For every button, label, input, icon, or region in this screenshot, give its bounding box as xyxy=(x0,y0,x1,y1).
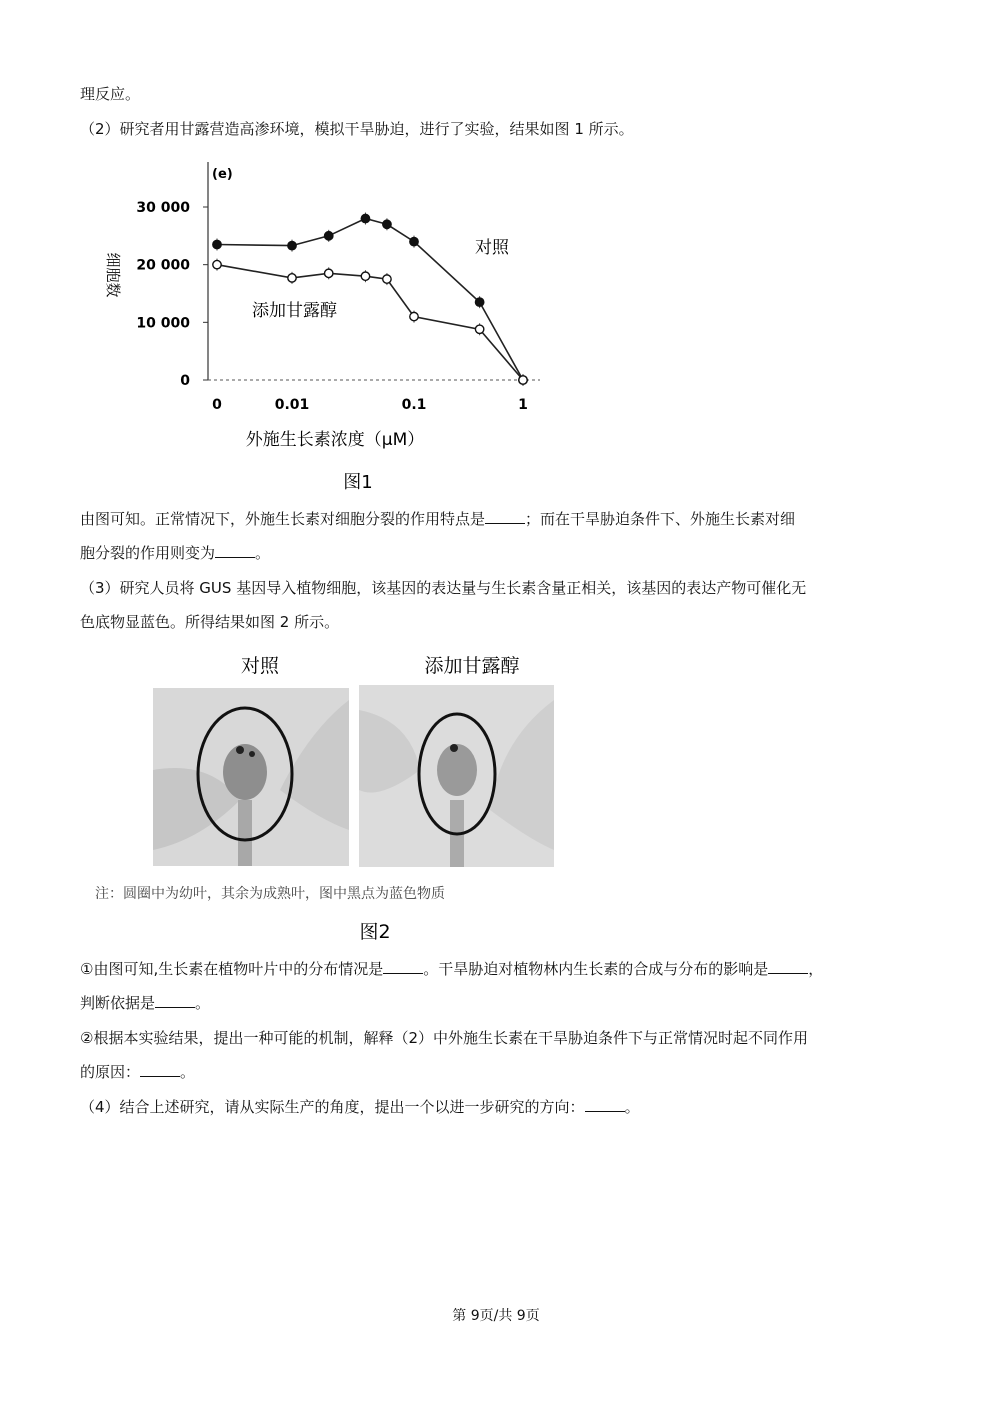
figure-2-photos xyxy=(80,650,680,950)
text-line-10: 的原因： 。 xyxy=(80,1063,196,1081)
series-line xyxy=(217,265,523,380)
data-point-mannitol xyxy=(288,274,296,282)
text-line-4: 胞分裂的作用则变为 。 xyxy=(80,544,271,562)
data-point-control xyxy=(410,237,418,245)
question-2-intro: （2）研究者用甘露营造高渗环境，模拟干旱胁迫，进行了实验，结果如图 1 所示。 xyxy=(80,120,634,138)
answer-blank[interactable] xyxy=(585,1097,625,1112)
figure-1-caption: 图1 xyxy=(343,472,373,493)
y-tick-label: 30 000 xyxy=(136,200,190,216)
data-point-mannitol xyxy=(325,269,333,277)
x-tick-label: 1 xyxy=(518,397,528,413)
answer-blank[interactable] xyxy=(383,959,423,974)
data-point-mannitol xyxy=(475,325,483,333)
data-point-mannitol xyxy=(361,272,369,280)
data-point-mannitol xyxy=(519,376,527,384)
panel-label: (e) xyxy=(212,167,233,182)
data-point-control xyxy=(213,240,221,248)
question-3-intro: （3）研究人员将 GUS 基因导入植物细胞，该基因的表达量与生长素含量正相关，该基因的表达产物可催化无 xyxy=(80,579,807,597)
answer-blank[interactable] xyxy=(215,543,255,558)
series-label-control: 对照 xyxy=(475,238,509,258)
x-tick-label: 0 xyxy=(212,397,222,413)
text-line-8: 判断依据是 。 xyxy=(80,994,211,1012)
data-point-control xyxy=(475,298,483,306)
y-axis-label: 细胞数 xyxy=(104,252,122,298)
figure-1-chart xyxy=(80,150,560,500)
data-point-control xyxy=(361,214,369,222)
series-label-mannitol: 添加甘露醇 xyxy=(252,301,337,321)
text-line-1: 理反应。 xyxy=(80,85,141,103)
photo-label-mannitol: 添加甘露醇 xyxy=(424,655,520,677)
data-point-mannitol xyxy=(213,260,221,268)
answer-blank[interactable] xyxy=(155,993,195,1008)
page-footer: 第 9页/共 9页 xyxy=(452,1308,540,1324)
question-3-part-2: ②根据本实验结果，提出一种可能的机制，解释（2）中外施生长素在干旱胁迫条件下与正常情况时起不同作用 xyxy=(80,1029,808,1047)
data-point-control xyxy=(383,220,391,228)
photo-label-control: 对照 xyxy=(240,655,280,677)
question-3-part-1: ①由图可知,生长素在植物叶片中的分布情况是 。干旱胁迫对植物林内生长素的合成与分布的影响是 ， xyxy=(80,960,824,978)
x-tick-label: 0.01 xyxy=(274,397,310,413)
y-tick-label: 0 xyxy=(180,373,190,389)
y-tick-label: 10 000 xyxy=(136,315,190,332)
figure-2-note: 注：圆圈中为幼叶，其余为成熟叶，图中黑点为蓝色物质 xyxy=(95,886,445,902)
text-line-3: 由图可知。正常情况下，外施生长素对细胞分裂的作用特点是 ；而在干旱胁迫条件下、外施生长素对细 xyxy=(80,510,796,528)
y-tick-label: 20 000 xyxy=(136,257,190,274)
x-axis-label: 外施生长素浓度（μM） xyxy=(245,430,425,450)
figure-2-caption: 图2 xyxy=(359,921,391,943)
photo-mannitol xyxy=(359,685,554,867)
x-tick-label: 0.1 xyxy=(401,397,427,413)
photo-control xyxy=(153,688,349,866)
data-point-mannitol xyxy=(383,275,391,283)
answer-blank[interactable] xyxy=(485,509,525,524)
data-point-control xyxy=(325,232,333,240)
answer-blank[interactable] xyxy=(140,1062,180,1077)
answer-blank[interactable] xyxy=(768,959,808,974)
question-4: （4）结合上述研究，请从实际生产的角度，提出一个以进一步研究的方向： 。 xyxy=(80,1098,640,1116)
data-point-mannitol xyxy=(410,312,418,320)
text-line-6: 色底物显蓝色。所得结果如图 2 所示。 xyxy=(80,613,340,631)
data-point-control xyxy=(288,241,296,249)
